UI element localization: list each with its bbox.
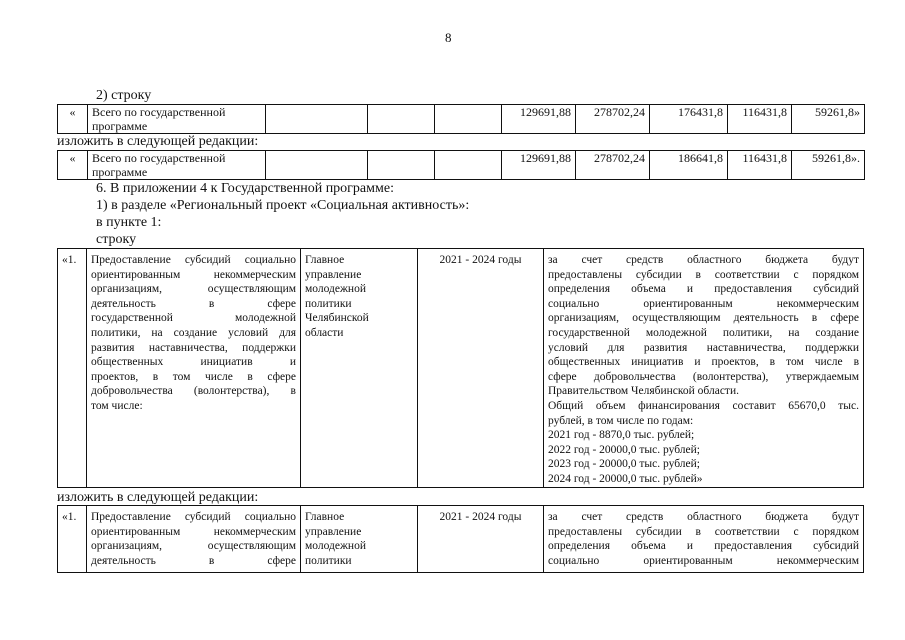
quote-mark: « <box>58 105 88 134</box>
subsection-1: 1) в разделе «Региональный проект «Социальная активность»: <box>96 198 470 213</box>
value-cell: 278702,24 <box>576 105 650 134</box>
org-line: управление <box>305 525 362 538</box>
funding-line: общественных инициатив и проектов, в том числе в <box>548 356 859 369</box>
empty-cell <box>368 105 435 134</box>
funding-description <box>544 506 864 573</box>
row-label-text: Всего по государственной программе <box>92 151 226 179</box>
funding-line: за счет средств областного бюджета будут <box>548 254 859 266</box>
org-line: Главное <box>305 254 345 266</box>
org-line: области <box>305 326 344 339</box>
responsible-org <box>301 506 418 573</box>
desc-line: Предоставление субсидий социально <box>91 511 296 523</box>
desc-line: развития наставничества, поддержки <box>91 341 296 354</box>
desc-line: ориентированным некоммерческим <box>91 525 296 538</box>
value-cell: 116431,8 <box>728 151 792 180</box>
funding-line: государственной молодежной политики, на создание <box>548 326 859 339</box>
empty-cell <box>435 105 502 134</box>
funding-line: социально ориентированным некоммерческим <box>548 297 859 310</box>
org-line: политики <box>305 297 352 310</box>
in-point-1: в пункте 1: <box>96 215 162 230</box>
row-number: «1. <box>58 506 87 573</box>
empty-cell <box>435 151 502 180</box>
desc-line: политики, на создание условий для <box>91 326 296 339</box>
year-amount-line: 2024 год - 20000,0 тыс. рублей» <box>548 472 703 485</box>
org-line: политики <box>305 554 352 567</box>
value-cell: 186641,8 <box>650 151 728 180</box>
replace-note-2: изложить в следующей редакции: <box>57 490 259 505</box>
total-line: Общий объем финансирования составит 65670,0 тыс. <box>548 399 859 412</box>
totals-table-new <box>57 150 865 180</box>
org-line: Челябинской <box>305 312 369 325</box>
funding-line: за счет средств областного бюджета будут <box>548 511 859 523</box>
value-cell: 129691,88 <box>502 105 576 134</box>
project-table-old <box>57 248 864 488</box>
empty-cell <box>368 151 435 180</box>
funding-line: организациям, осуществляющим деятельность в сфере <box>548 312 859 325</box>
desc-line: организациям, осуществляющим <box>91 540 296 553</box>
value-cell: 116431,8 <box>728 105 792 134</box>
project-table-new <box>57 505 864 573</box>
value-cell: 129691,88 <box>502 151 576 180</box>
period-cell: 2021 - 2024 годы <box>418 249 544 488</box>
desc-line: деятельность в сфере <box>91 297 296 310</box>
total-line: рублей, в том числе по годам: <box>548 414 694 427</box>
funding-line: определения объема и предоставления субсидий <box>548 540 859 553</box>
desc-line: государственной молодежной <box>91 312 296 325</box>
desc-line: ориентированным некоммерческим <box>91 268 296 281</box>
item-2-label: 2) строку <box>96 88 152 103</box>
funding-line: социально ориентированным некоммерческим <box>548 554 859 567</box>
funding-line: условий для развития наставничества, поддержки <box>548 341 859 354</box>
desc-line: общественных инициатив и <box>91 356 296 369</box>
org-line: молодежной <box>305 283 366 296</box>
value-cell: 59261,8». <box>792 151 865 180</box>
desc-line: том числе: <box>91 399 143 412</box>
value-cell: 176431,8 <box>650 105 728 134</box>
row-number: «1. <box>58 249 87 488</box>
replace-note-1: изложить в следующей редакции: <box>57 134 259 149</box>
desc-line: добровольчества (волонтерства), в <box>91 385 296 398</box>
value-cell: 278702,24 <box>576 151 650 180</box>
funding-line: определения объема и предоставления субсидий <box>548 283 859 296</box>
row-word: строку <box>96 232 137 247</box>
funding-line: предоставлены субсидии в соответствии с порядком <box>548 268 859 281</box>
responsible-org <box>301 249 418 488</box>
period-cell: 2021 - 2024 годы <box>418 506 544 573</box>
page-number: 8 <box>445 30 452 45</box>
quote-mark: « <box>58 151 88 180</box>
value-cell: 59261,8» <box>792 105 865 134</box>
totals-table-old <box>57 104 865 134</box>
funding-description <box>544 249 864 488</box>
year-amount-line: 2022 год - 20000,0 тыс. рублей; <box>548 443 700 456</box>
org-line: молодежной <box>305 540 366 553</box>
measure-description <box>87 506 301 573</box>
empty-cell <box>266 151 368 180</box>
funding-line: предоставлены субсидии в соответствии с порядком <box>548 525 859 538</box>
row-label <box>88 105 266 134</box>
year-amount-line: 2023 год - 20000,0 тыс. рублей; <box>548 458 700 471</box>
org-line: управление <box>305 268 362 281</box>
section-6-heading: 6. В приложении 4 к Государственной программе: <box>96 181 394 196</box>
row-label <box>88 151 266 180</box>
funding-line: Правительством Челябинской области. <box>548 385 739 398</box>
desc-line: деятельность в сфере <box>91 554 296 567</box>
year-amount-line: 2021 год - 8870,0 тыс. рублей; <box>548 429 695 442</box>
desc-line: организациям, осуществляющим <box>91 283 296 296</box>
desc-line: Предоставление субсидий социально <box>91 254 296 266</box>
empty-cell <box>266 105 368 134</box>
measure-description <box>87 249 301 488</box>
desc-line: проектов, в том числе в сфере <box>91 370 296 383</box>
funding-line: сфере добровольчества (волонтерства), утверждаемым <box>548 370 859 383</box>
row-label-text: Всего по государственной программе <box>92 105 226 133</box>
org-line: Главное <box>305 511 345 523</box>
